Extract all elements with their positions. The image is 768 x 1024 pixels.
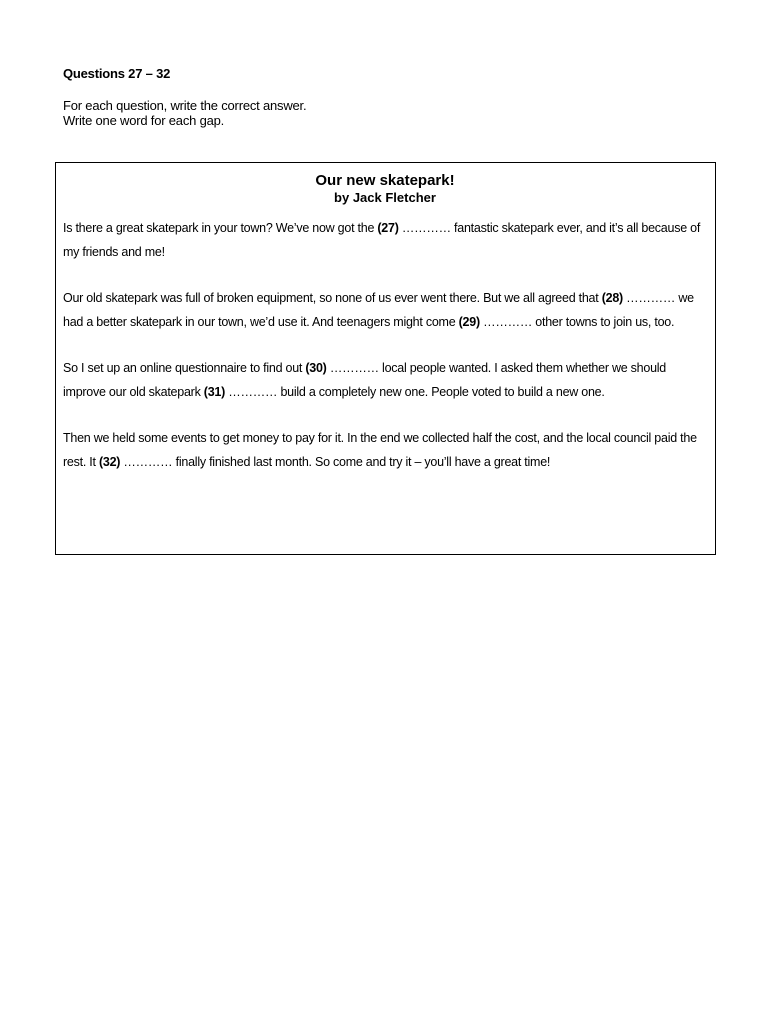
gap-32: (32) bbox=[98, 455, 121, 469]
text: ………… finally finished last month. So come and try it – you’ll have a great time! bbox=[120, 455, 551, 469]
text: ………… we had a better skatepark in our town, we’d use it. And teenagers might come bbox=[63, 291, 694, 329]
text: So I set up an online questionnaire to find out bbox=[63, 361, 306, 375]
passage-box bbox=[55, 162, 716, 555]
paragraph-4 bbox=[63, 426, 707, 474]
gap-28: (28) bbox=[601, 291, 623, 305]
gap-31: (31) bbox=[203, 385, 226, 399]
paragraph-2 bbox=[63, 286, 707, 334]
text: ………… local people wanted. I asked them whether we should improve our old skatepark bbox=[63, 361, 666, 399]
passage-byline: by Jack Fletcher bbox=[334, 190, 436, 205]
text: Is there a great skatepark in your town? We’ve now got the bbox=[63, 221, 378, 235]
gap-27: (27) bbox=[377, 221, 399, 235]
paragraph-3 bbox=[63, 356, 707, 404]
paragraph-1 bbox=[63, 216, 707, 264]
questions-heading: Questions 27 – 32 bbox=[63, 66, 171, 81]
text: ………… other towns to join us, too. bbox=[479, 315, 675, 329]
gap-30: (30) bbox=[305, 361, 327, 375]
instructions bbox=[63, 98, 703, 128]
text: Then we held some events to get money to pay for it. In the end we collected half the cost, and the local council paid the rest. It bbox=[63, 431, 697, 469]
instruction-line-2: Write one word for each gap. bbox=[63, 113, 225, 128]
text: ………… fantastic skatepark ever, and it’s all because of my friends and me! bbox=[63, 221, 701, 259]
passage-title: Our new skatepark! bbox=[315, 172, 455, 189]
text: Our old skatepark was full of broken equipment, so none of us ever went there. But we all agreed that bbox=[63, 291, 602, 305]
instructions-section bbox=[63, 66, 703, 128]
text: ………… build a completely new one. People voted to build a new one. bbox=[225, 385, 605, 399]
gap-29: (29) bbox=[458, 315, 480, 329]
instruction-line-1: For each question, write the correct answer. bbox=[63, 98, 307, 113]
